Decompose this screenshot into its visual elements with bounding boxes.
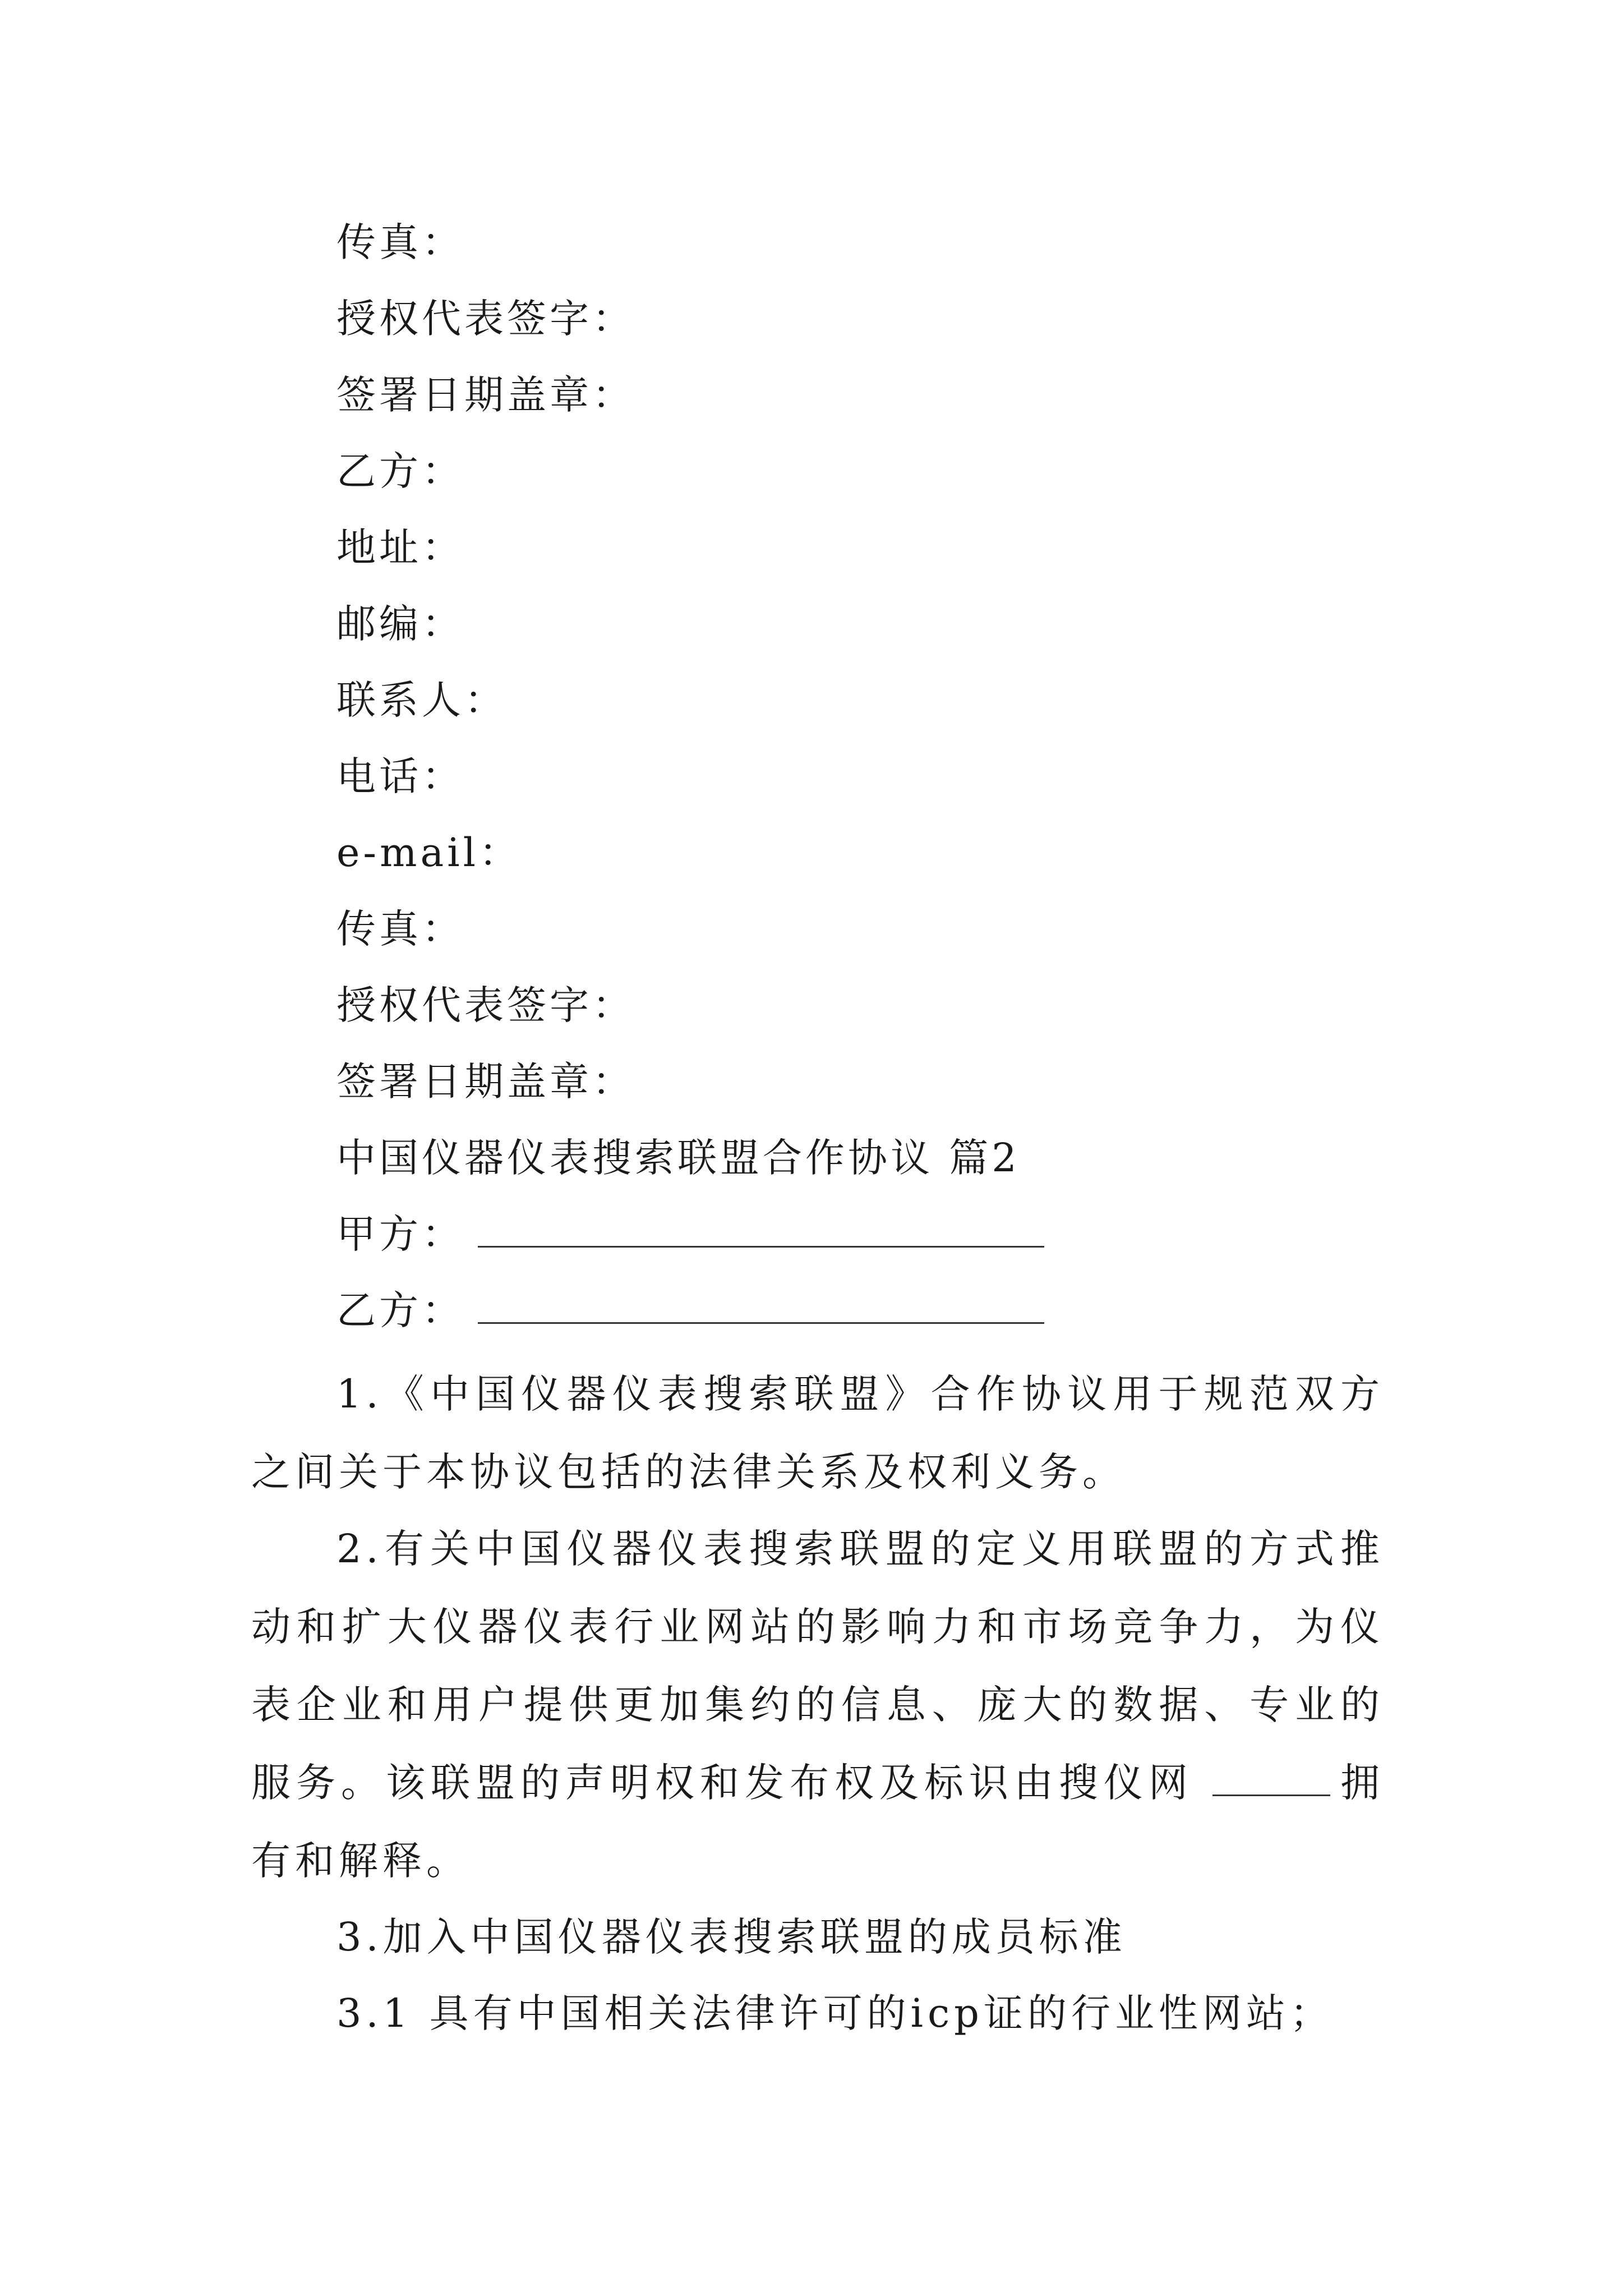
party-b-email-label: e-mail：: [336, 830, 522, 876]
party-b-label: 乙方：: [336, 448, 464, 494]
party-b-blank: [478, 1289, 1044, 1324]
party-a-label: 甲方：: [336, 1211, 464, 1257]
clause-2-tail: 拥有和解释。: [251, 1760, 1384, 1884]
clause-3: 3.加入中国仪器仪表搜索联盟的成员标准: [336, 1914, 1127, 1960]
party-a-fax-label: 传真：: [336, 219, 464, 265]
party-a-signature-label: 授权代表签字：: [336, 296, 635, 342]
party-a-blank: [478, 1212, 1044, 1248]
party-a-line: [336, 1206, 1044, 1262]
party-b-date-seal-label: 签署日期盖章：: [336, 1059, 635, 1105]
party-b-signature-label: 授权代表签字：: [336, 982, 635, 1028]
clause-2-blank: [1212, 1761, 1330, 1796]
clause-1: 1.《中国仪器仪表搜索联盟》合作协议用于规范双方之间关于本协议包括的法律关系及权利义务。: [251, 1371, 1384, 1495]
clause-2: [251, 1510, 1384, 1900]
party-b-phone-label: 电话：: [336, 753, 464, 799]
clause-3-1: 3.1 具有中国相关法律许可的icp证的行业性网站；: [336, 1990, 1334, 2036]
party-a-date-seal-label: 签署日期盖章：: [336, 372, 635, 418]
clause-2-text: 2.有关中国仪器仪表搜索联盟的定义用联盟的方式推动和扩大仪器仪表行业网站的影响力和市场竞争力，为仪表企业和用户提供更加集约的信息、庞大的数据、专业的服务。该联盟的声明权和发布权及标识由搜仪网: [251, 1526, 1384, 1806]
party-b-name-label: 乙方：: [336, 1287, 464, 1333]
party-b-fax-label: 传真：: [336, 906, 464, 952]
party-b-postcode-label: 邮编：: [336, 601, 464, 647]
party-b-contact-label: 联系人：: [336, 677, 507, 723]
party-b-line: [336, 1282, 1044, 1338]
section-title: 中国仪器仪表搜索联盟合作协议 篇2: [336, 1135, 1020, 1181]
party-b-address-label: 地址：: [336, 524, 464, 570]
